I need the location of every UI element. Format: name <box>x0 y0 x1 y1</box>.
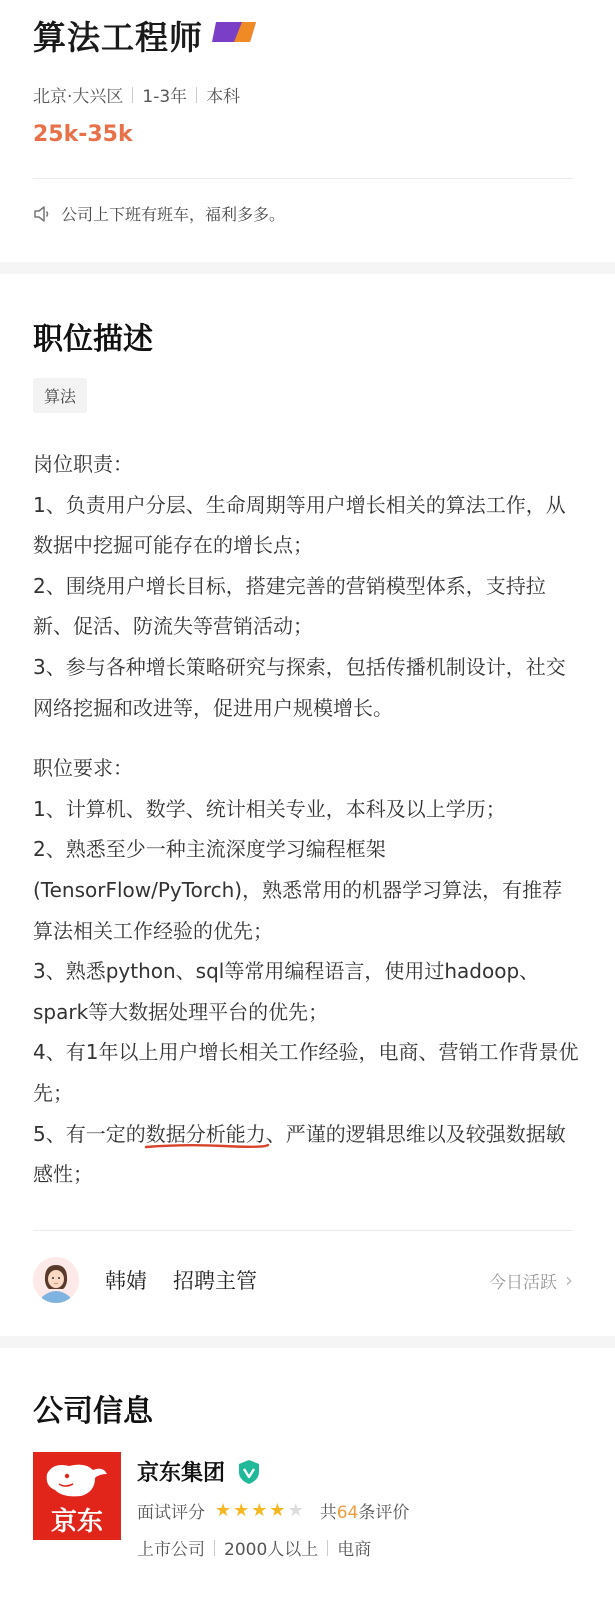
star-filled-icon: ★ <box>269 1500 286 1521</box>
divider <box>33 1230 573 1231</box>
skill-tag[interactable]: 算法 <box>33 378 87 413</box>
recruiter-status <box>489 1268 573 1293</box>
review-prefix: 共 <box>319 1503 337 1523</box>
duty-item: 1、负责用户分层、生命周期等用户增长相关的算法工作，从数据中挖掘可能存在的增长点； <box>33 492 566 558</box>
section-gap <box>0 262 615 274</box>
job-location: 北京·大兴区 <box>33 87 124 107</box>
star-rating <box>215 1500 306 1521</box>
section-gap <box>0 1336 615 1348</box>
company-industry: 电商 <box>337 1540 372 1560</box>
requirement-item: 3、熟悉python、sql等常用编程语言，使用过hadoop、spark等大数据处理平台的优先； <box>33 959 540 1024</box>
description-title: 职位描述 <box>33 322 153 357</box>
divider <box>327 1540 328 1556</box>
divider <box>196 87 197 103</box>
avatar <box>33 1257 79 1303</box>
job-education: 本科 <box>206 87 241 107</box>
divider <box>132 87 133 103</box>
underline-annotation <box>144 1142 270 1150</box>
jd-dog-logo <box>33 1452 121 1540</box>
star-filled-icon: ★ <box>251 1500 268 1521</box>
requirements-heading: 职位要求： <box>33 756 133 781</box>
star-empty-icon: ★ <box>287 1500 304 1521</box>
job-header <box>0 0 615 262</box>
recruiter-name: 韩婧 <box>105 1269 147 1293</box>
job-experience: 1-3年 <box>142 87 188 107</box>
requirement-text: 、严谨的逻辑思维以及较强数据敏感性； <box>33 1121 566 1187</box>
spacer <box>33 728 581 748</box>
speaker-icon <box>33 205 51 223</box>
requirement-item: 1、计算机、数学、统计相关专业，本科及以上学历； <box>33 796 506 821</box>
company-name: 京东集团 <box>137 1461 226 1486</box>
divider <box>33 178 573 179</box>
active-status: 今日活跃 <box>489 1272 557 1293</box>
review-suffix: 条评价 <box>358 1503 410 1523</box>
company-logo[interactable] <box>33 1452 121 1540</box>
recruiter-row[interactable] <box>33 1254 573 1306</box>
badge-icon <box>212 20 262 44</box>
company-name-row[interactable] <box>137 1456 261 1487</box>
duty-item: 2、围绕用户增长目标，搭建完善的营销模型体系，支持拉新、促活、防流失等营销活动； <box>33 573 546 639</box>
notice-text: 公司上下班有班车，福利多多。 <box>61 205 286 224</box>
recruiter-avatar-icon <box>33 1257 79 1303</box>
review-number: 64 <box>336 1503 359 1523</box>
job-title: 算法工程师 <box>33 18 203 57</box>
star-filled-icon: ★ <box>233 1500 250 1521</box>
interview-rating <box>137 1498 409 1523</box>
highlight-label: 数据分析能力 <box>145 1121 266 1146</box>
company-size: 2000人以上 <box>224 1540 319 1560</box>
company-section-title: 公司信息 <box>33 1394 153 1429</box>
requirement-item: 2、熟悉至少一种主流深度学习编程框架(TensorFlow/PyTorch)，熟悉常用的机器学习算法，有推荐算法相关工作经验的优先； <box>33 837 563 943</box>
requirement-item <box>33 1114 581 1195</box>
salary: 25k-35k <box>33 122 133 147</box>
chevron-right-icon: › <box>565 1268 573 1292</box>
recruiter-role: 招聘主管 <box>173 1269 257 1293</box>
company-listing: 上市公司 <box>137 1540 205 1560</box>
requirement-item: 4、有1年以上用户增长相关工作经验，电商、营销工作背景优先； <box>33 1040 579 1105</box>
requirement-text: 5、有一定的 <box>33 1121 146 1146</box>
review-count[interactable] <box>320 1498 410 1523</box>
job-notice <box>33 202 285 225</box>
duties-heading: 岗位职责： <box>33 452 133 476</box>
logo-text: 京东 <box>50 1507 104 1537</box>
verified-icon <box>237 1459 261 1485</box>
job-meta <box>33 82 240 107</box>
divider <box>214 1540 215 1556</box>
highlighted-text <box>146 1122 266 1146</box>
company-meta <box>137 1535 371 1560</box>
duty-item: 3、参与各种增长策略研究与探索，包括传播机制设计，社交网络挖掘和改进等，促进用户规模增长。 <box>33 654 566 720</box>
star-filled-icon: ★ <box>215 1500 232 1521</box>
rating-label: 面试评分 <box>137 1503 205 1523</box>
job-description <box>33 444 581 1195</box>
